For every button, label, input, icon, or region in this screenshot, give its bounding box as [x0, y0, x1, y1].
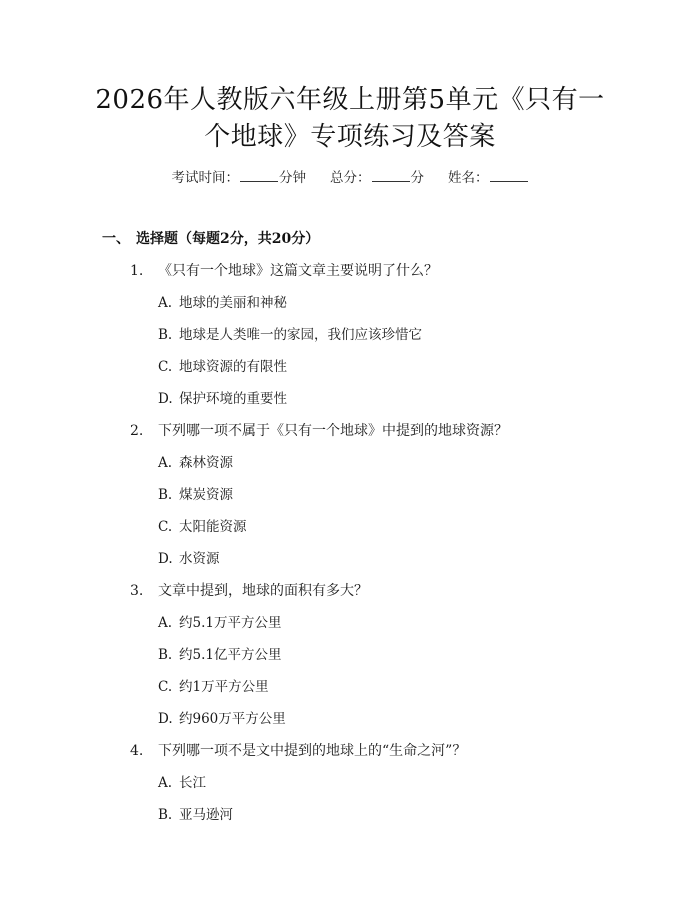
student-name-label: 姓名：	[448, 170, 489, 186]
option-text: 煤炭资源	[179, 487, 233, 503]
option-text: 水资源	[179, 551, 220, 567]
question-2-option-c	[158, 518, 247, 536]
option-letter: C.	[158, 519, 173, 535]
option-text: 地球是人类唯一的家园，我们应该珍惜它	[179, 327, 422, 343]
section-number: 一、	[102, 231, 130, 247]
exam-time-blank	[240, 168, 278, 182]
option-text: 约5.1亿平方公里	[179, 647, 282, 663]
option-text: 长江	[179, 775, 206, 791]
option-letter: B.	[158, 487, 173, 503]
student-name-blank	[490, 168, 528, 182]
question-text: 《只有一个地球》这篇文章主要说明了什么？	[158, 263, 438, 279]
question-3-option-d	[158, 710, 286, 728]
question-3-option-b	[158, 646, 281, 664]
total-score-unit: 分	[410, 170, 424, 186]
section-heading	[102, 230, 319, 248]
option-letter: A.	[158, 615, 173, 631]
title-line-1: 2026年人教版六年级上册第5单元《只有一	[95, 85, 605, 115]
option-letter: A.	[158, 295, 173, 311]
question-number: 4.	[130, 743, 144, 759]
title-line-2: 个地球》专项练习及答案	[204, 122, 496, 152]
total-score-blank	[372, 168, 410, 182]
option-text: 保护环境的重要性	[179, 391, 287, 407]
student-name-field	[448, 168, 529, 187]
option-text: 约960万平方公里	[179, 711, 286, 727]
question-text: 文章中提到，地球的面积有多大？	[158, 583, 368, 599]
question-2-option-a	[158, 454, 233, 472]
question-number: 1.	[130, 263, 144, 279]
option-letter: B.	[158, 327, 173, 343]
option-letter: B.	[158, 807, 173, 823]
exam-time-unit: 分钟	[279, 170, 306, 186]
option-text: 约5.1万平方公里	[179, 615, 282, 631]
question-2	[130, 422, 508, 440]
question-1	[130, 262, 438, 280]
section-title: 选择题（每题2分，共20分）	[136, 231, 320, 247]
question-2-option-d	[158, 550, 220, 568]
option-text: 太阳能资源	[179, 519, 247, 535]
total-score-label: 总分：	[330, 170, 371, 186]
question-4-option-a	[158, 774, 206, 792]
option-text: 地球资源的有限性	[179, 359, 287, 375]
option-text: 约1万平方公里	[179, 679, 269, 695]
option-letter: A.	[158, 455, 173, 471]
option-letter: A.	[158, 775, 173, 791]
question-1-option-a	[158, 294, 287, 312]
question-4	[130, 742, 466, 760]
total-score-field	[330, 168, 424, 187]
option-letter: D.	[158, 391, 173, 407]
option-letter: C.	[158, 359, 173, 375]
option-text: 地球的美丽和神秘	[179, 295, 287, 311]
question-3	[130, 582, 368, 600]
question-2-option-b	[158, 486, 233, 504]
option-text: 森林资源	[179, 455, 233, 471]
question-text: 下列哪一项不是文中提到的地球上的“生命之河”？	[158, 743, 467, 759]
option-text: 亚马逊河	[179, 807, 233, 823]
exam-info-line	[0, 168, 700, 187]
question-1-option-d	[158, 390, 287, 408]
question-4-option-b	[158, 806, 233, 824]
option-letter: D.	[158, 551, 173, 567]
option-letter: B.	[158, 647, 173, 663]
option-letter: C.	[158, 679, 173, 695]
exam-time-label: 考试时间：	[171, 170, 239, 186]
question-number: 2.	[130, 423, 144, 439]
question-3-option-a	[158, 614, 281, 632]
question-1-option-b	[158, 326, 422, 344]
document-title	[60, 82, 640, 156]
question-1-option-c	[158, 358, 287, 376]
exam-time-field	[172, 168, 307, 187]
question-text: 下列哪一项不属于《只有一个地球》中提到的地球资源？	[158, 423, 508, 439]
option-letter: D.	[158, 711, 173, 727]
question-3-option-c	[158, 678, 269, 696]
question-number: 3.	[130, 583, 144, 599]
